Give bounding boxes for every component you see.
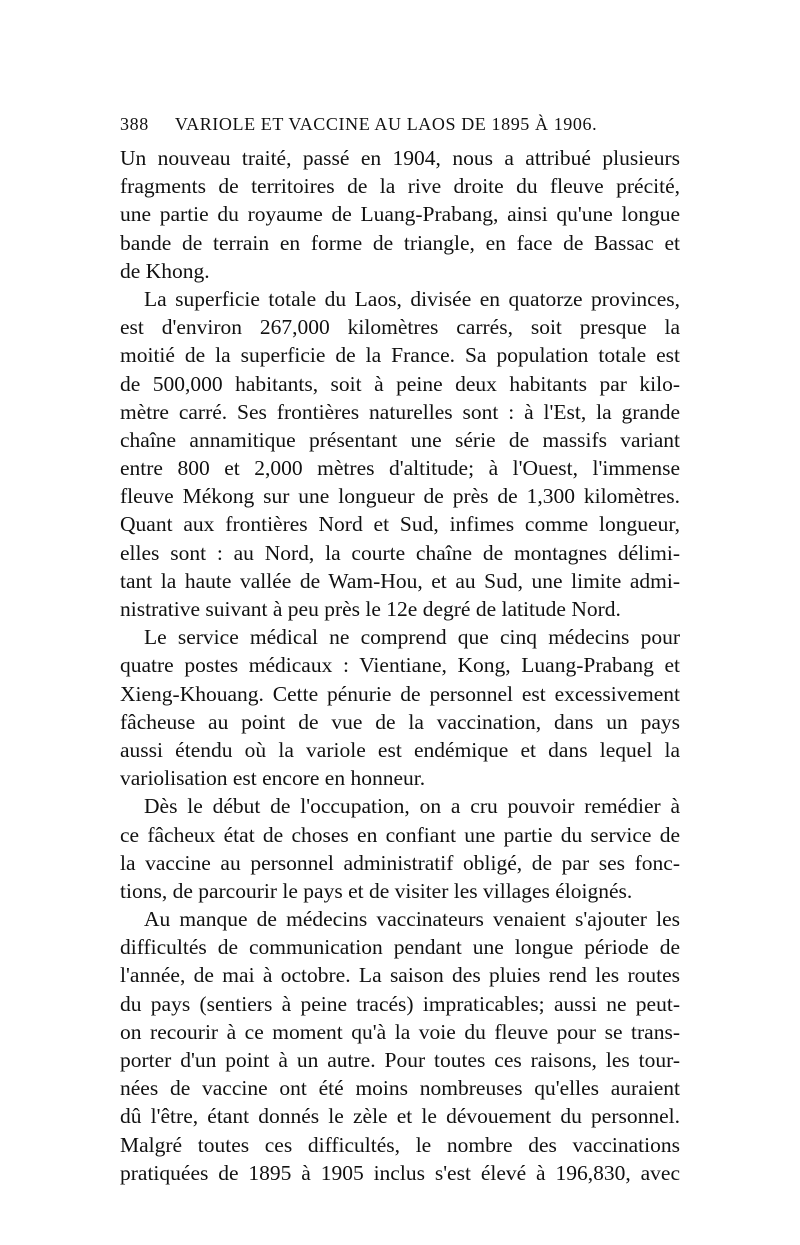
- text-line: La superficie totale du Laos, divisée en quatorze provinces,: [144, 286, 680, 311]
- text-line: moitié de la superficie de la France. Sa population totale est: [120, 343, 680, 368]
- text-line: tant la haute vallée de Wam-Hou, et au Sud, une limite admi-: [120, 568, 680, 593]
- text-line: Quant aux frontières Nord et Sud, infimes comme longueur,: [120, 512, 680, 537]
- running-title: VARIOLE ET VACCINE AU LAOS DE 1895 À 1906.: [174, 114, 598, 134]
- page-number: 388: [120, 114, 149, 134]
- text-line: une partie du royaume de Luang-Prabang, ainsi qu'une longue: [120, 202, 680, 227]
- text-line: est d'environ 267,000 kilomètres carrés, soit presque la: [120, 315, 680, 340]
- text-line: pratiquées de 1895 à 1905 inclus s'est élevé à 196,830, avec: [120, 1160, 680, 1185]
- text-line: l'année, de mai à octobre. La saison des pluies rend les routes: [120, 963, 680, 988]
- body-text: [120, 144, 680, 1187]
- text-line: porter d'un point à un autre. Pour toutes ces raisons, les tour-: [120, 1048, 680, 1072]
- text-line: chaîne annamitique présentant une série de massifs variant: [120, 427, 680, 452]
- text-line: tions, de parcourir le pays et de visiter les villages éloignés.: [120, 878, 633, 903]
- text-line: variolisation est encore en honneur.: [120, 766, 426, 791]
- text-line: fragments de territoires de la rive droite du fleuve précité,: [120, 174, 680, 199]
- text-line: Un nouveau traité, passé en 1904, nous a attribué plusieurs: [120, 146, 680, 170]
- text-line: Le service médical ne comprend que cinq médecins pour: [144, 625, 680, 650]
- text-line: la vaccine au personnel administratif obligé, de par ses fonc-: [120, 850, 680, 875]
- text-line: ce fâcheux état de choses en confiant une partie du service de: [120, 822, 680, 847]
- text-line: Dès le début de l'occupation, on a cru pouvoir remédier à: [144, 794, 680, 819]
- text-line: Malgré toutes ces difficultés, le nombre des vaccinations: [120, 1132, 680, 1157]
- text-line: entre 800 et 2,000 mètres d'altitude; à l'Ouest, l'immense: [120, 456, 680, 481]
- text-line: nistrative suivant à peu près le 12e degré de latitude Nord.: [120, 597, 621, 621]
- text-line: difficultés de communication pendant une longue période de: [120, 935, 680, 960]
- text-line: bande de terrain en forme de triangle, en face de Bassac et: [120, 230, 680, 255]
- text-line: mètre carré. Ses frontières naturelles sont : à l'Est, la grande: [120, 399, 680, 424]
- text-line: on recourir à ce moment qu'à la voie du fleuve pour se trans-: [120, 1019, 680, 1044]
- text-line: Au manque de médecins vaccinateurs venaient s'ajouter les: [144, 907, 680, 932]
- text-line: du pays (sentiers à peine tracés) impraticables; aussi ne peut-: [120, 991, 680, 1016]
- text-line: elles sont : au Nord, la courte chaîne de montagnes délimi-: [120, 540, 680, 565]
- text-line: nées de vaccine ont été moins nombreuses qu'elles auraient: [120, 1076, 680, 1101]
- text-line: Xieng-Khouang. Cette pénurie de personnel est excessivement: [120, 681, 680, 706]
- text-line: de Khong.: [120, 258, 210, 283]
- text-line: fleuve Mékong sur une longueur de près de 1,300 kilomètres.: [120, 484, 680, 509]
- running-head: [120, 114, 680, 135]
- text-line: aussi étendu où la variole est endémique et dans lequel la: [120, 737, 680, 762]
- text-line: quatre postes médicaux : Vientiane, Kong, Luang-Prabang et: [120, 653, 680, 678]
- text-line: fâcheuse au point de vue de la vaccination, dans un pays: [120, 709, 680, 734]
- text-line: dû l'être, étant donnés le zèle et le dévouement du personnel.: [120, 1104, 680, 1129]
- text-line: de 500,000 habitants, soit à peine deux habitants par kilo-: [120, 371, 680, 396]
